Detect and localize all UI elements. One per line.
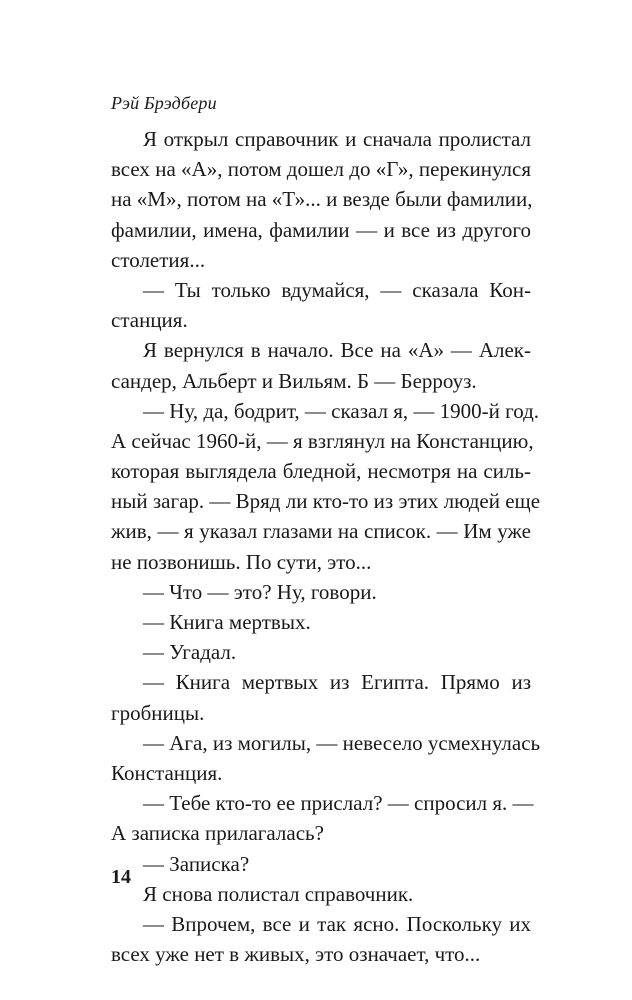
text-line: — Ага, из могилы, — невесело усмехнулась xyxy=(143,730,541,755)
text-line: жив, — я указал глазами на список. — Им уже xyxy=(111,519,531,544)
text-line: всех на «А», потом дошел до «Г», перекинулся xyxy=(111,157,531,182)
text-line: не позвонишь. По сути, это... xyxy=(111,549,372,574)
text-line: сандер, Альберт и Вильям. Б — Берроуз. xyxy=(111,368,477,393)
running-head: Рэй Брэдбери xyxy=(111,93,217,113)
text-line: фамилии, имена, фамилии — и все из другого xyxy=(111,217,531,242)
text-line: которая выглядела бледной, несмотря на силь- xyxy=(111,459,531,484)
text-line: — Книга мертвых. xyxy=(143,610,311,634)
text-line: — Угадал. xyxy=(143,640,237,665)
text-line: А сейчас 1960-й, — я взглянул на Констанцию, xyxy=(111,428,534,453)
text-line: — Тебе кто-то ее прислал? — спросил я. — xyxy=(143,791,534,816)
text-line: столетия... xyxy=(111,247,206,272)
text-line: — Ну, да, бодрит, — сказал я, — 1900-й год. xyxy=(143,398,540,423)
text-line: А записка прилагалась? xyxy=(111,821,324,846)
text-line: ный загар. — Вряд ли кто-то из этих людей еще xyxy=(111,489,541,514)
text-line: — Ты только вдумайся, — сказала Кон- xyxy=(143,277,531,302)
text-line: Я снова полистал справочник. xyxy=(143,881,414,906)
text-line: всех уже нет в живых, это означает, что... xyxy=(111,942,481,967)
text-line: станция. xyxy=(111,308,188,333)
text-line: Констанция. xyxy=(111,760,223,785)
text-line: — Что — это? Ну, говори. xyxy=(143,579,377,604)
body-text xyxy=(111,124,541,969)
text-line: гробницы. xyxy=(111,700,205,725)
text-line: — Книга мертвых из Египта. Прямо из xyxy=(143,670,531,695)
text-line: Я открыл справочник и сначала пролистал xyxy=(143,127,531,151)
text-line: — Записка? xyxy=(143,851,250,876)
text-line: на «М», потом на «Т»... и везде были фамилии, xyxy=(111,187,533,212)
text-line: Я вернулся в начало. Все на «А» — Алек- xyxy=(143,338,531,363)
page-number: 14 xyxy=(111,866,131,888)
text-line: — Впрочем, все и так ясно. Поскольку их xyxy=(143,911,531,936)
